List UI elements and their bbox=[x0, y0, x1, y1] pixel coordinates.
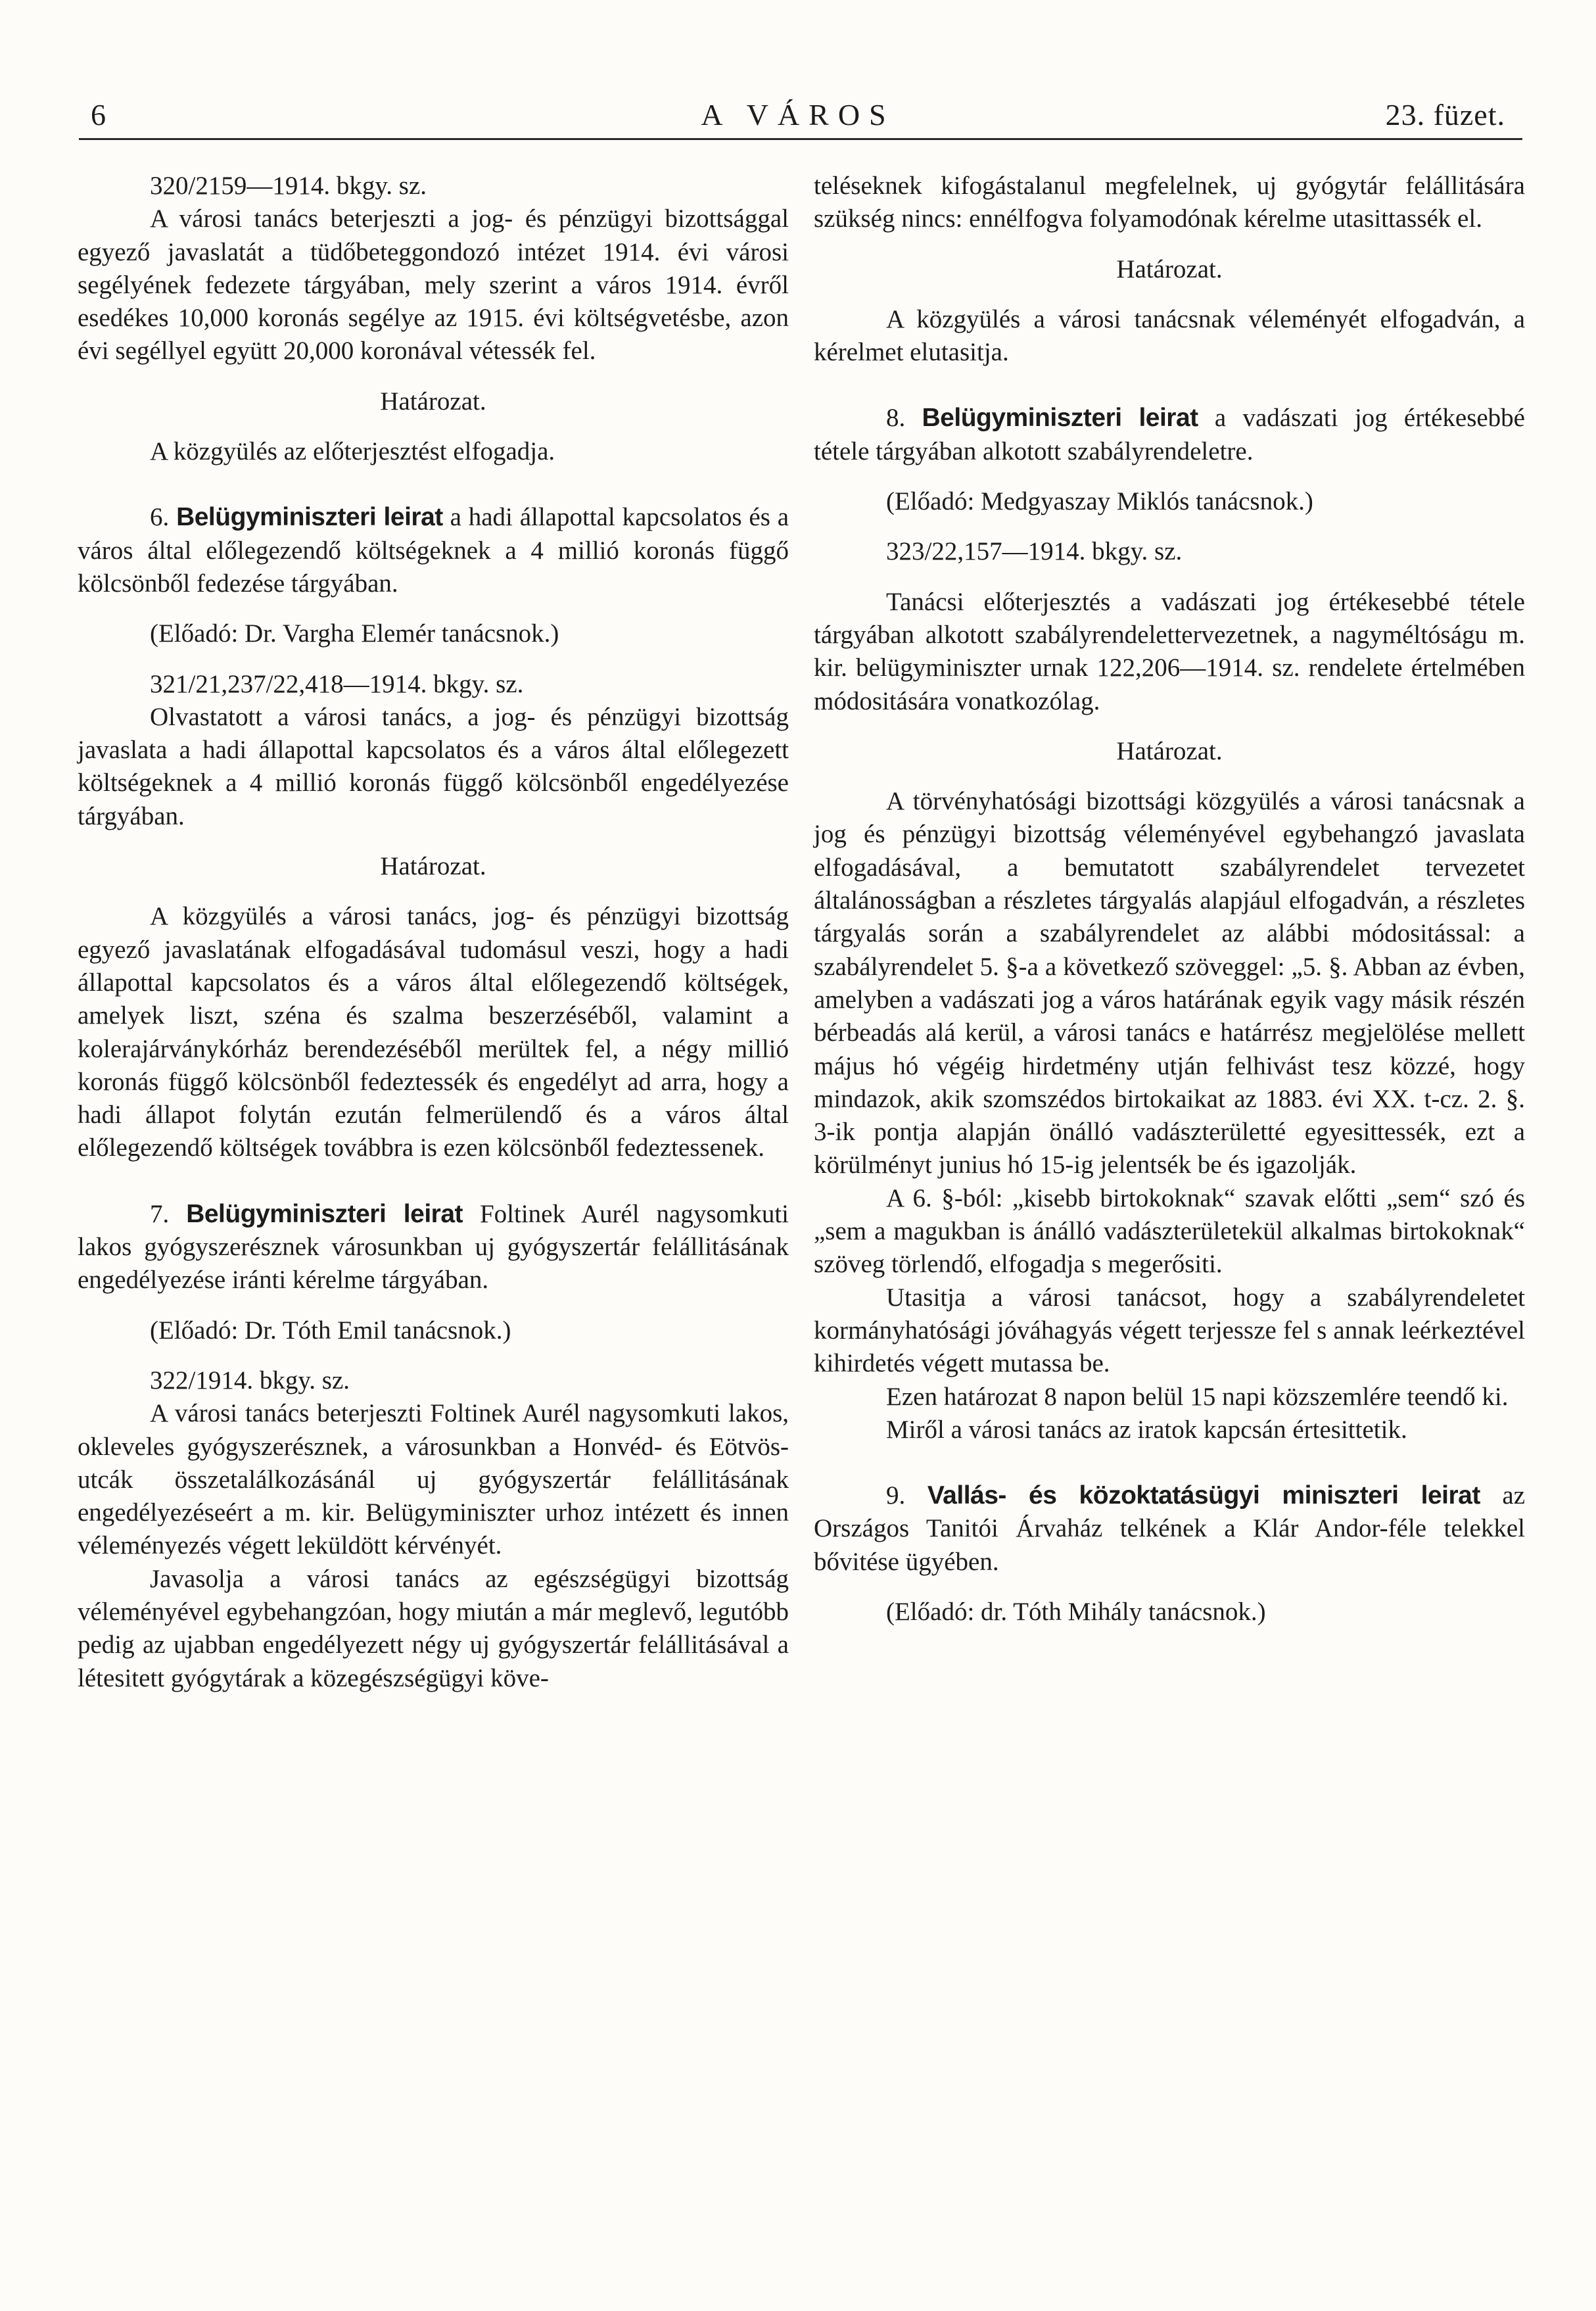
section-8-heading bbox=[814, 402, 1525, 468]
case-number: 320/2159—1914. bkgy. sz. bbox=[150, 172, 427, 200]
section-subject: a vadászati jog értékesebbé tétele tárgyában alkotott szabályrendeletre. bbox=[814, 404, 1525, 465]
resolution-heading: Határozat. bbox=[1116, 736, 1223, 765]
paragraph: teléseknek kifogástalanul megfelelnek, uj gyógytár felállitására szükség nincs: ennélfogva folyamodónak kérelme utasittassék el. bbox=[814, 172, 1525, 233]
paragraph: Tanácsi előterjesztés a vadászati jog értékesebbé tétele tárgyában alkotott szabályrendelettervezetnek, a nagyméltóságu m. kir. belügyminiszter urnak 122,206—1914. sz. rendelete értelmében módositására vonatkozólag. bbox=[814, 587, 1525, 715]
resolution-heading: Határozat. bbox=[380, 387, 486, 416]
page-header bbox=[84, 97, 1512, 137]
section-6-heading bbox=[78, 501, 789, 600]
section-number: 8. bbox=[886, 404, 906, 433]
rapporteur: (Előadó: dr. Tóth Mihály tanácsnok.) bbox=[886, 1597, 1266, 1626]
section-title: Belügyminiszteri leirat bbox=[922, 404, 1198, 433]
section-9-heading bbox=[814, 1479, 1525, 1579]
rapporteur: (Előadó: Dr. Tóth Emil tanácsnok.) bbox=[150, 1316, 511, 1345]
section-subject: Foltinek Aurél nagysomkuti lakos gyógyszerésznek városunkban uj gyógyszertár felállitásának engedélyezése iránti kérelme tárgyában. bbox=[78, 1199, 789, 1295]
section-subject: az Országos Tanitói Árvaház telkének a Klár Andor-féle telekkel bővitése ügyében. bbox=[814, 1481, 1526, 1576]
issue-number: 23. füzet. bbox=[1385, 98, 1505, 131]
paragraph: Miről a városi tanács az iratok kapcsán értesittetik. bbox=[886, 1415, 1407, 1444]
paragraph: Javasolja a városi tanács az egészségügyi bizottság véleményével egybehangzóan, hogy miután a már meglevő, legutóbb pedig az ujabban engedélyezett négy uj gyógyszertár felállitásával a létesitett gyógytárak a közegészségügyi köve- bbox=[78, 1564, 789, 1692]
paragraph: A 6. §-ból: „kisebb birtokoknak“ szavak előtti „sem“ szó és „sem a magukban is ánálló vadászterületekül alkalmas birtokoknak“ szöveg törlendő, elfogadja s megerősiti. bbox=[814, 1183, 1525, 1279]
paragraph: Utasitja a városi tanácsot, hogy a szabályrendeletet kormányhatósági jóváhagyás végett terjessze fel s annak leérkeztével kihirdetés végett mutassa be. bbox=[814, 1283, 1525, 1378]
resolution-heading: Határozat. bbox=[1116, 254, 1223, 283]
section-number: 6. bbox=[150, 503, 170, 532]
section-subject: a hadi állapottal kapcsolatos és a város által előlegezendő költségeknek a 4 millió koronás függő kölcsönből fedezése tárgyában. bbox=[78, 503, 789, 598]
rapporteur: (Előadó: Medgyaszay Miklós tanácsnok.) bbox=[886, 487, 1313, 516]
paragraph: A városi tanács beterjeszti Foltinek Aurél nagysomkuti lakos, okleveles gyógyszerésznek, a városunkban a Honvéd- és Eötvös-utcák összetalálkozásánál uj gyógyszertár felállitásának engedélyezéseért a m. kir. Belügyminiszter urhoz intézett és innen véleményezés végett leküldött kérvényét. bbox=[78, 1399, 789, 1560]
publication-title: A VÁROS bbox=[701, 98, 895, 131]
section-title: Belügyminiszteri leirat bbox=[186, 1199, 463, 1228]
paragraph: A városi tanács beterjeszti a jog- és pénzügyi bizottsággal egyező javaslatát a tüdőbeteggondozó intézet 1914. évi városi segélyének fedezete tárgyában, mely szerint a város 1914. évről esedékes 10,000 koronás segélye az 1915. évi költségvetésbe, azon évi segéllyel együtt 20,000 koronával vétessék fel. bbox=[78, 204, 789, 366]
resolution-heading: Határozat. bbox=[380, 852, 486, 881]
left-column bbox=[78, 170, 789, 1695]
paragraph: Ezen határozat 8 napon belül 15 napi közszemlére teendő ki. bbox=[886, 1382, 1509, 1411]
case-number: 321/21,237/22,418—1914. bkgy. sz. bbox=[150, 669, 524, 698]
header-rule bbox=[79, 138, 1522, 140]
case-number: 322/1914. bkgy. sz. bbox=[150, 1366, 350, 1394]
page-number: 6 bbox=[91, 98, 106, 131]
section-title: Belügyminiszteri leirat bbox=[176, 503, 443, 532]
section-number: 7. bbox=[150, 1199, 170, 1228]
rapporteur: (Előadó: Dr. Vargha Elemér tanácsnok.) bbox=[150, 619, 559, 648]
resolution-text: A közgyülés a városi tanács, jog- és pénzügyi bizottság egyező javaslatának elfogadásával tudomásul veszi, hogy a hadi állapottal kapcsolatos és a város által előlegezendő költségek, amelyek liszt, széna és szalma beszerzéséből, valamint a kolerajárványkórház berendezéséből merültek fel, a négy millió koronás függő kölcsönből fedeztessék és engedélyt ad arra, hogy a hadi állapot folytán ezután felmerülendő és a város által előlegezendő költségek továbbra is ezen kölcsönből fedeztessenek. bbox=[78, 902, 789, 1162]
right-column bbox=[814, 170, 1525, 1629]
section-title: Vallás- és közoktatásügyi miniszteri leirat bbox=[927, 1481, 1480, 1510]
paragraph: Olvastatott a városi tanács, a jog- és pénzügyi bizottság javaslata a hadi állapottal kapcsolatos és a város által előlegezett költségeknek a 4 millió koronás függő kölcsönből engedélyezése tárgyában. bbox=[78, 702, 789, 830]
section-7-heading bbox=[78, 1198, 789, 1297]
resolution-text: A törvényhatósági bizottsági közgyülés a városi tanácsnak a jog és pénzügyi bizottság véleményével egybehangzó javaslata elfogadásával, a bemutatott szabályrendelet tervezetet általánosságban a részletes tárgyalás alapjául elfogadván, a részletes tárgyalás során a szabályrendelet az alábbi módositással: a szabályrendelet 5. §-a a következő szöveggel: „5. §. Abban az évben, amelyben a vadászati jog a város határának egyik vagy másik részén bérbeadás alá kerül, a városi tanács e határrész megjelölése mellett május hó végéig hirdetmény utján felhivást tesz közzé, hogy mindazok, akik szomszédos birtokaikat az 1883. évi XX. t-cz. 2. §. 3-ik pontja alapján önálló vadászterületté egyesittessék, ezt a körülményt junius hó 15-ig jelentsék be és igazolják. bbox=[814, 787, 1525, 1179]
section-number: 9. bbox=[886, 1481, 906, 1510]
resolution-text: A közgyülés a városi tanácsnak véleményét elfogadván, a kérelmet elutasitja. bbox=[814, 304, 1525, 367]
case-number: 323/22,157—1914. bkgy. sz. bbox=[886, 537, 1183, 566]
resolution-text: A közgyülés az előterjesztést elfogadja. bbox=[150, 437, 555, 466]
